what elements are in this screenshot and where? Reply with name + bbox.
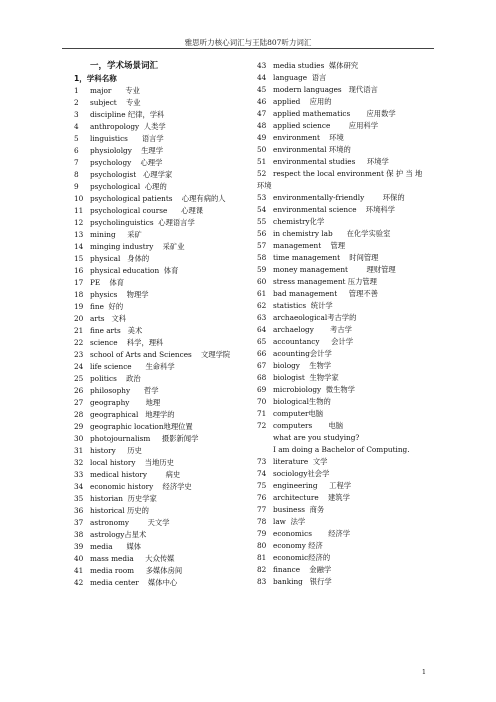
- right-column: [257, 60, 447, 588]
- vocab-entry: [257, 528, 447, 540]
- entry-text: economics 经济学: [273, 529, 351, 538]
- entry-number: 67: [257, 361, 267, 370]
- entry-text: applied mathematics 应用数学: [273, 109, 396, 118]
- entry-text: psychology 心理学: [90, 158, 163, 167]
- entry-text: acounting会计学: [273, 349, 332, 358]
- vocab-entry: [74, 145, 244, 157]
- entry-text: psychological course 心理课: [90, 206, 204, 215]
- entry-number: 6: [74, 146, 79, 155]
- vocab-entry: [257, 456, 447, 468]
- entry-number: 63: [257, 313, 267, 322]
- entry-number: 13: [74, 230, 84, 239]
- entry-number: 22: [74, 338, 84, 347]
- entry-text: psycholinguistics 心理语言学: [90, 218, 195, 227]
- entry-number: 52: [257, 169, 267, 178]
- vocab-entry: [257, 264, 447, 276]
- entry-text: media center 媒体中心: [90, 578, 178, 587]
- vocab-entry: [74, 337, 244, 349]
- vocab-entry: [257, 288, 447, 300]
- vocab-entry: [74, 265, 244, 277]
- entry-text: major 专业: [90, 86, 140, 95]
- entry-text: applied science 应用科学: [273, 121, 378, 130]
- entry-text: subject 专业: [90, 98, 141, 107]
- entry-number: 78: [257, 517, 267, 526]
- entry-text: fine 好的: [90, 302, 124, 311]
- entry-text: media room 多媒体房间: [90, 566, 183, 575]
- vocab-entry: [257, 516, 447, 528]
- left-vocab-list: [74, 85, 244, 589]
- vocab-entry: [74, 505, 244, 517]
- entry-text: photojournalism 摄影新闻学: [90, 434, 199, 443]
- entry-number: 8: [74, 170, 79, 179]
- entry-number: 48: [257, 121, 267, 130]
- entry-number: 19: [74, 302, 84, 311]
- vocab-entry: [74, 121, 244, 133]
- entry-number: 31: [74, 446, 84, 455]
- vocab-entry: [74, 277, 244, 289]
- vocab-entry: [257, 492, 447, 504]
- entry-text: physical 身体的: [90, 254, 150, 263]
- entry-number: 82: [257, 565, 267, 574]
- vocab-entry: [257, 156, 447, 168]
- left-column: [74, 60, 244, 589]
- entry-number: 14: [74, 242, 84, 251]
- entry-text: historian 历史学家: [90, 494, 157, 503]
- entry-number: 58: [257, 253, 267, 262]
- entry-text: science 科学，理科: [90, 338, 164, 347]
- vocab-entry: [257, 372, 447, 384]
- vocab-entry: [74, 541, 244, 553]
- vocab-entry: [74, 577, 244, 589]
- vocab-entry: [257, 276, 447, 288]
- vocab-entry: [74, 445, 244, 457]
- entry-number: 37: [74, 518, 84, 527]
- subsection-title: 1，学科名称: [74, 74, 117, 83]
- entry-number: 73: [257, 457, 267, 466]
- entry-number: 28: [74, 410, 84, 419]
- vocab-entry: [74, 457, 244, 469]
- vocab-entry: [257, 132, 447, 144]
- entry-text: discipline 纪律，学科: [90, 110, 165, 119]
- entry-text: environmentally-friendly 环保的: [273, 193, 405, 202]
- vocab-entry: [257, 468, 447, 480]
- entry-text: archaelogy 考古学: [273, 325, 352, 334]
- entry-text: microbiology 微生物学: [273, 385, 355, 394]
- entry-text: computer电脑: [273, 409, 324, 418]
- entry-text: biology 生物学: [273, 361, 332, 370]
- entry-number: 4: [74, 122, 79, 131]
- vocab-entry: [74, 253, 244, 265]
- entry-number: 27: [74, 398, 84, 407]
- entry-text: respect the local environment 保 护 当 地: [273, 169, 423, 178]
- entry-number: 23: [74, 350, 84, 359]
- entry-number: 69: [257, 385, 267, 394]
- entry-number: 20: [74, 314, 84, 323]
- vocab-entry: [257, 240, 447, 252]
- entry-text: money management 理财管理: [273, 265, 396, 274]
- entry-text: geographic location地理位置: [90, 422, 193, 431]
- entry-number: 33: [74, 470, 84, 479]
- entry-text: anthropology 人类学: [90, 122, 166, 131]
- vocab-entry: [257, 84, 447, 96]
- entry-text: environmental science 环境科学: [273, 205, 395, 214]
- vocab-entry: [74, 481, 244, 493]
- entry-number: 32: [74, 458, 84, 467]
- vocab-entry: [74, 361, 244, 373]
- vocab-entry: [74, 205, 244, 217]
- vocab-entry: [74, 373, 244, 385]
- vocab-entry: [74, 553, 244, 565]
- vocab-entry: [74, 493, 244, 505]
- vocab-entry: [257, 408, 447, 420]
- entry-number: 50: [257, 145, 267, 154]
- entry-text: management 管理: [273, 241, 346, 250]
- entry-text: chemistry化学: [273, 217, 325, 226]
- entry-number: 42: [74, 578, 84, 587]
- entry-number: 64: [257, 325, 267, 334]
- vocab-entry: [257, 192, 447, 204]
- entry-number: 30: [74, 434, 84, 443]
- entry-text: linguistics 语言学: [90, 134, 164, 143]
- entry-text: applied 应用的: [273, 97, 332, 106]
- dialog-question: what are you studying?: [273, 433, 360, 442]
- vocab-entry: [74, 241, 244, 253]
- entry-number: 40: [74, 554, 84, 563]
- vocab-entry: [74, 433, 244, 445]
- entry-text: architecture 建筑学: [273, 493, 350, 502]
- entry-text: psychological 心理的: [90, 182, 167, 191]
- page-header: 雅思听力核心词汇与王陆807听力词汇: [184, 38, 312, 47]
- entry-text: environmental 环境的: [273, 145, 351, 154]
- vocab-entry: [74, 325, 244, 337]
- vocab-entry: [257, 564, 447, 576]
- entry-text: philosophy 哲学: [90, 386, 159, 395]
- vocab-entry: [257, 96, 447, 108]
- entry-text: school of Arts and Sciences 文理学院: [90, 350, 231, 359]
- vocab-entry: [257, 540, 447, 552]
- entry-number: 79: [257, 529, 267, 538]
- entry-text: psychological patients 心理有病的人: [90, 194, 226, 203]
- entry-text: physical education 体育: [90, 266, 179, 275]
- entry-text: engineering 工程学: [273, 481, 352, 490]
- vocab-entry: [257, 216, 447, 228]
- entry-text: accountancy 会计学: [273, 337, 353, 346]
- vocab-entry: [74, 289, 244, 301]
- entry-text: literature 文学: [273, 457, 328, 466]
- entry-number: 1: [74, 86, 79, 95]
- entry-number: 47: [257, 109, 267, 118]
- entry-text: geographical 地理学的: [90, 410, 175, 419]
- entry-text: sociology社会学: [273, 469, 330, 478]
- entry-number: 56: [257, 229, 267, 238]
- section-title: 一，学术场景词汇: [90, 61, 159, 71]
- vocab-entry: [257, 324, 447, 336]
- vocab-entry: [257, 504, 447, 516]
- entry-number: 10: [74, 194, 84, 203]
- vocab-entry: [257, 72, 447, 84]
- vocab-entry: [257, 576, 447, 588]
- entry-number: 65: [257, 337, 267, 346]
- entry-text: medical history 病史: [90, 470, 181, 479]
- entry-number: 3: [74, 110, 79, 119]
- entry-text: media 媒体: [90, 542, 142, 551]
- entry-text: biologist 生物学家: [273, 373, 339, 382]
- entry-text: economic经济的: [273, 553, 331, 562]
- entry-number: 39: [74, 542, 84, 551]
- entry-number: 21: [74, 326, 84, 335]
- vocab-entry: [257, 120, 447, 132]
- vocab-entry: [74, 529, 244, 541]
- entry-number: 77: [257, 505, 267, 514]
- entry-text: astrology占星术: [90, 530, 147, 539]
- entry-number: 76: [257, 493, 267, 502]
- entry-text: language 语言: [273, 73, 327, 82]
- vocab-entry: [257, 60, 447, 72]
- entry-number: 75: [257, 481, 267, 490]
- entry-number: 5: [74, 134, 79, 143]
- vocab-entry: [74, 85, 244, 97]
- entry-text: local history 当地历史: [90, 458, 174, 467]
- entry-text: historical 历史的: [90, 506, 149, 515]
- entry-number: 17: [74, 278, 84, 287]
- entry-number: 49: [257, 133, 267, 142]
- entry-number: 80: [257, 541, 267, 550]
- vocab-entry: [257, 420, 447, 432]
- entry-text: minging industry 采矿业: [90, 242, 185, 251]
- entry-text: stress management 压力管理: [273, 277, 377, 286]
- entry-number: 29: [74, 422, 84, 431]
- vocab-entry: [74, 349, 244, 361]
- vocab-entry: [257, 384, 447, 396]
- vocab-entry: [74, 109, 244, 121]
- entry-number: 55: [257, 217, 267, 226]
- vocab-entry: [257, 312, 447, 324]
- entry-number: 44: [257, 73, 267, 82]
- entry-number: 60: [257, 277, 267, 286]
- vocab-entry: [74, 193, 244, 205]
- vocab-entry: [74, 469, 244, 481]
- vocab-entry: [74, 565, 244, 577]
- right-vocab-list-b: [257, 192, 447, 432]
- vocab-entry: [257, 336, 447, 348]
- entry-text: physiololgy 生理学: [90, 146, 163, 155]
- vocab-entry: [257, 300, 447, 312]
- entry-number: 45: [257, 85, 267, 94]
- vocab-entry: [257, 552, 447, 564]
- entry-number: 46: [257, 97, 267, 106]
- vocab-entry: [257, 360, 447, 372]
- entry-number: 36: [74, 506, 84, 515]
- entry-text: fine arts 美术: [90, 326, 143, 335]
- dialog-answer: I am doing a Bachelor of Computing.: [273, 445, 410, 454]
- vocab-entry: [74, 181, 244, 193]
- entry-number: 66: [257, 349, 267, 358]
- entry-text: computers 电脑: [273, 421, 344, 430]
- vocab-entry: [257, 144, 447, 156]
- entry-text: history 历史: [90, 446, 142, 455]
- entry-number: 51: [257, 157, 267, 166]
- entry-number: 16: [74, 266, 84, 275]
- entry-text: psychologist 心理学家: [90, 170, 173, 179]
- entry-text: mass media 大众传媒: [90, 554, 175, 563]
- vocab-entry: [74, 397, 244, 409]
- vocab-entry: [257, 204, 447, 216]
- entry-text: banking 银行学: [273, 577, 332, 586]
- entry-number: 24: [74, 362, 84, 371]
- entry-number: 2: [74, 98, 79, 107]
- vocab-entry: [74, 217, 244, 229]
- entry-text: geography 地理: [90, 398, 161, 407]
- entry-text: astronomy 天文学: [90, 518, 170, 527]
- entry-text: life science 生命科学: [90, 362, 175, 371]
- vocab-entry: [257, 168, 447, 180]
- entry-text: environmental studies 环境学: [273, 157, 389, 166]
- vocab-entry: [74, 133, 244, 145]
- entry-number: 72: [257, 421, 267, 430]
- entry-text: arts 文科: [90, 314, 127, 323]
- entry-number: 54: [257, 205, 267, 214]
- vocab-entry: [74, 313, 244, 325]
- entry-number: 35: [74, 494, 84, 503]
- entry-text: bad management 管理不善: [273, 289, 378, 298]
- wrapped-line: 环境: [257, 181, 272, 190]
- vocab-entry: [74, 517, 244, 529]
- vocab-entry: [74, 97, 244, 109]
- vocab-entry: [257, 396, 447, 408]
- vocab-entry: [257, 348, 447, 360]
- entry-text: mining 采矿: [90, 230, 142, 239]
- entry-text: economy 经济: [273, 541, 323, 550]
- entry-text: law 法学: [273, 517, 306, 526]
- entry-number: 9: [74, 182, 79, 191]
- entry-text: biological生物的: [273, 397, 331, 406]
- entry-text: physics 物理学: [90, 290, 149, 299]
- entry-text: politics 政治: [90, 374, 141, 383]
- entry-text: environment 环境: [273, 133, 344, 142]
- vocab-entry: [74, 157, 244, 169]
- entry-number: 81: [257, 553, 267, 562]
- entry-text: PE 体育: [90, 278, 125, 287]
- entry-number: 53: [257, 193, 267, 202]
- entry-number: 26: [74, 386, 84, 395]
- vocab-entry: [74, 229, 244, 241]
- vocab-entry: [74, 409, 244, 421]
- entry-text: time management 时间管理: [273, 253, 379, 262]
- entry-number: 74: [257, 469, 267, 478]
- entry-number: 25: [74, 374, 84, 383]
- entry-number: 12: [74, 218, 84, 227]
- entry-text: finance 金融学: [273, 565, 332, 574]
- entry-number: 70: [257, 397, 267, 406]
- vocab-entry: [257, 108, 447, 120]
- entry-number: 62: [257, 301, 267, 310]
- header-rule: [62, 48, 434, 49]
- entry-text: in chemistry lab 在化学实验室: [273, 229, 391, 238]
- entry-number: 11: [74, 206, 84, 215]
- entry-number: 61: [257, 289, 267, 298]
- entry-number: 83: [257, 577, 267, 586]
- entry-text: business 商务: [273, 505, 325, 514]
- entry-number: 15: [74, 254, 84, 263]
- entry-text: statistics 统计学: [273, 301, 333, 310]
- entry-number: 43: [257, 61, 267, 70]
- page-number: 1: [421, 668, 426, 676]
- vocab-entry: [74, 385, 244, 397]
- entry-number: 71: [257, 409, 267, 418]
- entry-text: archaeological考古学的: [273, 313, 357, 322]
- vocab-entry: [74, 301, 244, 313]
- entry-number: 18: [74, 290, 84, 299]
- entry-number: 34: [74, 482, 84, 491]
- entry-number: 68: [257, 373, 267, 382]
- right-vocab-list-c: [257, 456, 447, 588]
- entry-number: 38: [74, 530, 84, 539]
- entry-number: 41: [74, 566, 84, 575]
- entry-number: 57: [257, 241, 267, 250]
- vocab-entry: [257, 228, 447, 240]
- vocab-entry: [74, 421, 244, 433]
- vocab-entry: [257, 480, 447, 492]
- entry-text: economic history 经济学史: [90, 482, 192, 491]
- vocab-entry: [74, 169, 244, 181]
- entry-number: 59: [257, 265, 267, 274]
- entry-text: modern languages 现代语言: [273, 85, 378, 94]
- entry-number: 7: [74, 158, 79, 167]
- vocab-entry: [257, 252, 447, 264]
- right-vocab-list-a: [257, 60, 447, 180]
- entry-text: media studies 媒体研究: [273, 61, 359, 70]
